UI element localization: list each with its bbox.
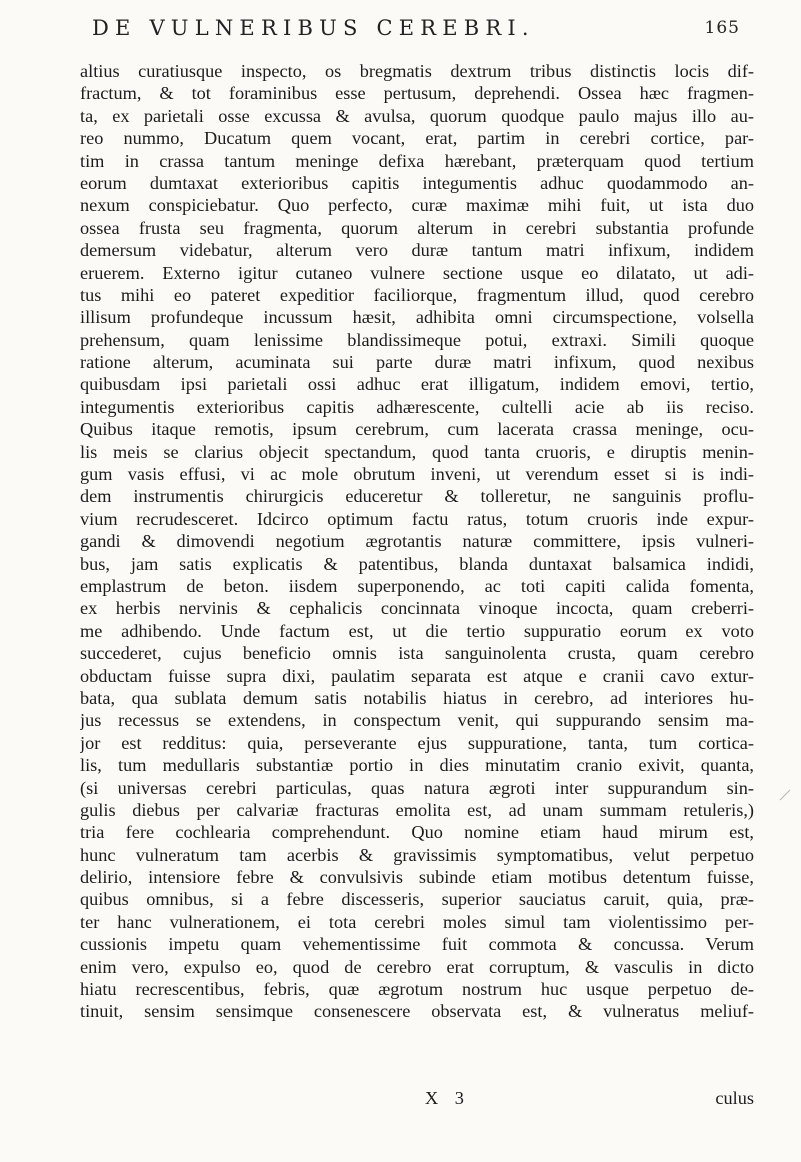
text-line: Quibus itaque remotis, ipsum cerebrum, cum lacerata crassa meninge, ocu- xyxy=(80,419,754,440)
text-line: succederet, cujus beneficio omnis ista sanguinolenta crusta, quam cerebro xyxy=(80,643,754,664)
text-line: hiatu recrescentibus, febris, quæ ægrotum nostrum huc usque perpetuo de- xyxy=(80,979,754,1000)
margin-mark-icon xyxy=(778,788,792,802)
text-line: prehensum, quam lenissime blandissimeque potui, extraxi. Simili quoque xyxy=(80,329,754,350)
text-line: eruerem. Externo igitur cutaneo vulnere sectione usque eo dilatato, ut adi- xyxy=(80,262,754,283)
text-line: quibusdam ipsi parietali ossi adhuc erat illigatum, indidem emovi, tertio, xyxy=(80,374,754,395)
text-line: demersum videbatur, alterum vero duræ tantum matri infixum, indidem xyxy=(80,240,754,261)
text-line: ta, ex parietali osse excussa & avulsa, quorum quodque paulo majus illo au- xyxy=(80,105,754,126)
text-line: emplastrum de beton. iisdem superponendo, ac toti capiti calida fomenta, xyxy=(80,575,754,596)
text-line: ex herbis nervinis & cephalicis concinnata vinoque incocta, quam creberri- xyxy=(80,598,754,619)
text-line: lis meis se clarius objecit spectandum, quod tanta cruoris, e diruptis menin- xyxy=(80,441,754,462)
text-line: altius curatiusque inspecto, os bregmatis dextrum tribus distinctis locis dif- xyxy=(80,61,754,81)
signature-mark: X 3 xyxy=(425,1088,470,1108)
text-line: tim in crassa tantum meninge defixa hærebant, præterquam quod tertium xyxy=(80,150,754,171)
text-line: ossea frusta seu fragmenta, quorum alterum in cerebri substantia profunde xyxy=(80,217,754,238)
text-line: cussionis impetu quam vehementissime fuit commota & concussa. Verum xyxy=(80,934,754,955)
text-line: dem instrumentis chirurgicis educeretur & tolleretur, ne sanguinis proflu- xyxy=(80,486,754,507)
text-line: integumentis exterioribus capitis adhærescente, cultelli acie ab iis reciso. xyxy=(80,396,754,417)
text-line: bus, jam satis explicatis & patentibus, blanda duntaxat balsamica indidi, xyxy=(80,553,754,574)
text-line: obductam fuisse supra dixi, paulatim separata est atque e cranii cavo extur- xyxy=(80,665,754,686)
page-header xyxy=(92,16,740,50)
text-line: eorum dumtaxat exterioribus capitis integumentis adhuc quodammodo an- xyxy=(80,172,754,193)
text-line: fractum, & tot foraminibus esse pertusum, deprehendi. Ossea hæc fragmen- xyxy=(80,83,754,104)
text-line: tinuit, sensim sensimque consenescere observata est, & vulneratus meliuf- xyxy=(80,1001,754,1022)
page-number: 165 xyxy=(704,18,740,38)
text-line: reo nummo, Ducatum quem vocant, erat, partim in cerebri cortice, par- xyxy=(80,128,754,149)
text-line: tus mihi eo pateret expeditior faciliorque, fragmentum illud, quod cerebro xyxy=(80,284,754,305)
text-line: vium recrudesceret. Idcirco optimum factu ratus, totum cruoris inde expur- xyxy=(80,508,754,529)
text-line: jor est redditus: quia, perseverante ejus suppuratione, tanta, tum cortica- xyxy=(80,732,754,753)
text-line: lis, tum medullaris substantiæ portio in dies minutatim cranio exivit, quanta, xyxy=(80,755,754,776)
text-line: ter hanc vulnerationem, ei tota cerebri moles simul tam violentissimo per- xyxy=(80,911,754,932)
text-line: me adhibendo. Unde factum est, ut die tertio suppuratio eorum ex voto xyxy=(80,620,754,641)
text-line: hunc vulneratum tam acerbis & gravissimis symptomatibus, velut perpetuo xyxy=(80,844,754,865)
catchword: culus xyxy=(715,1088,754,1108)
text-line: gum vasis effusi, vi ac mole obrutum inveni, ut verendum esset si is indi- xyxy=(80,464,754,485)
text-line: gulis diebus per calvariæ fracturas emolita est, ad unam summam retuleris,) xyxy=(80,799,754,820)
text-line: (si universas cerebri particulas, quas natura ægroti inter suppurandum sin- xyxy=(80,777,754,798)
text-line: enim vero, expulso eo, quod de cerebro erat corruptum, & vasculis in dicto xyxy=(80,956,754,977)
body-text xyxy=(80,60,754,1023)
text-line: quibus omnibus, si a febre discesseris, superior sauciatus caruit, quia, præ- xyxy=(80,889,754,910)
text-line: ratione alterum, acuminata sui parte duræ matri infixum, quod nexibus xyxy=(80,352,754,373)
page-footer xyxy=(80,1088,754,1112)
running-head: DE VULNERIBUS CEREBRI. xyxy=(92,16,535,40)
text-line: gandi & dimovendi negotium ægrotantis naturæ committere, ipsis vulneri- xyxy=(80,531,754,552)
text-line: nexum conspiciebatur. Quo perfecto, curæ maximæ mihi fuit, ut ista duo xyxy=(80,195,754,216)
text-line: jus recessus se extendens, in conspectum venit, qui suppurando sensim ma- xyxy=(80,710,754,731)
text-line: illisum profundeque incussum hæsit, adhibita omni circumspectione, volsella xyxy=(80,307,754,328)
text-line: bata, qua sublata demum satis notabilis hiatus in cerebro, ad interiores hu- xyxy=(80,687,754,708)
text-line: tria fere cochlearia comprehendunt. Quo nomine etiam haud mirum est, xyxy=(80,822,754,843)
text-line: delirio, intensiore febre & convulsivis subinde etiam motibus detentum fuisse, xyxy=(80,867,754,888)
